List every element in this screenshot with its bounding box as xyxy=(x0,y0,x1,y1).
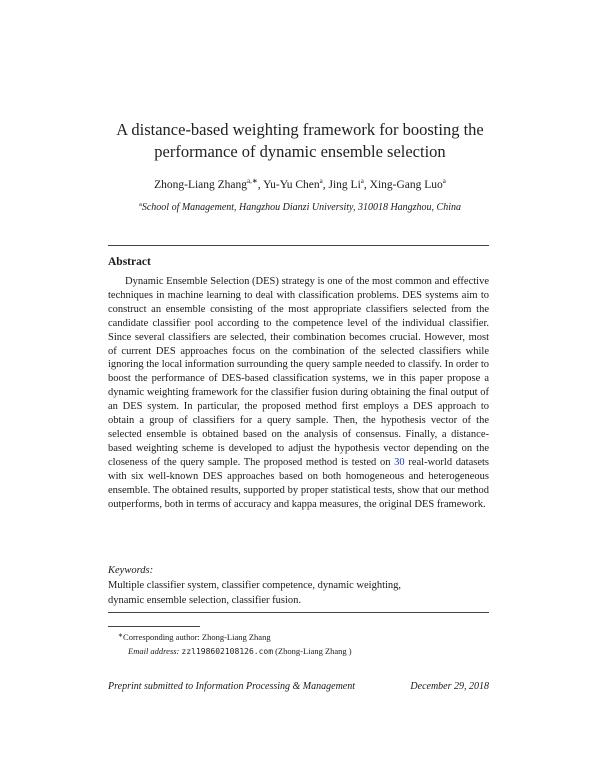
affiliation-text: School of Management, Hangzhou Dianzi University, 310018 Hangzhou, China xyxy=(141,202,462,213)
affiliation xyxy=(60,201,540,213)
title-line-2: performance of dynamic ensemble selection xyxy=(154,142,446,161)
footnote xyxy=(118,629,352,659)
keywords-list xyxy=(108,579,489,608)
abstract-bottom-rule xyxy=(108,612,489,613)
author-name: Yu-Yu Chen xyxy=(263,179,320,191)
author-mark: a xyxy=(360,177,364,185)
keywords-label: Keywords: xyxy=(108,565,154,576)
submission-date: December 29, 2018 xyxy=(410,681,489,692)
author-name: Jing Li xyxy=(328,179,361,191)
footnote-mark: ∗ xyxy=(118,633,124,639)
abstract-text xyxy=(108,275,489,511)
author-list: Zhong-Liang Zhang$^{a,∗}$, Yu-Yu Chen$^a$, Jing Li$^a$, Xing-Gang Luo$^a$ xyxy=(154,177,446,191)
email-label: Email address: xyxy=(128,646,180,656)
abstract-part-2: real-world datasets with six well-known DES approaches based on both homogeneous and heterogeneous ensemble. The obtained results, supported by proper statistical tests, show that our method outperforms, both in terms of accuracy and kappa measures, the original DES framework. xyxy=(108,456,490,510)
dataset-count-link[interactable]: 30 xyxy=(394,456,405,468)
author-name: Zhong-Liang Zhang xyxy=(154,179,248,191)
author-mark: a,∗ xyxy=(247,177,258,185)
author-name: Xing-Gang Luo xyxy=(369,179,443,191)
footnote-rule xyxy=(108,626,200,627)
abstract-heading: Abstract xyxy=(108,256,151,268)
keywords-line-2: dynamic ensemble selection, classifier fusion. xyxy=(108,594,302,606)
author-mark: a xyxy=(319,177,323,185)
title-line-1: A distance-based weighting framework for boosting the xyxy=(116,120,484,139)
affiliation-mark: a xyxy=(138,201,142,208)
author-mark: a xyxy=(442,177,446,185)
email-address[interactable]: zzl198602108126.com xyxy=(181,647,274,656)
keywords-line-1: Multiple classifier system, classifier competence, dynamic weighting, xyxy=(108,580,402,591)
preprint-note: Preprint submitted to Information Processing & Management xyxy=(108,681,356,692)
corresponding-author: Corresponding author: Zhong-Liang Zhang xyxy=(123,632,271,642)
abstract-top-rule xyxy=(108,245,489,246)
abstract-part-1: Dynamic Ensemble Selection (DES) strategy is one of the most common and effective techniques in machine learning to deal with classification problems. DES systems aim to construct an ensemble consisting of the most appropriate classifiers selected from the candidate classifier pool according to the competence level of the individual classifier. Since several classifiers are selected, their combination becomes crucial. However, most of current DES approaches focus on the combination of the selected classifiers while ignoring the local information surrounding the query sample needed to classify. In order to boost the performance of DES-based classification systems, we in this paper propose a dynamic weighting framework for the classifier fusion during obtaining the final output of an DES system. In particular, the proposed method first employs a DES approach to obtain a group of classifiers for a query sample. Then, the hypothesis vector of the selected ensemble is obtained based on the analysis of consensus. Finally, a distance-based weighting scheme is developed to adjust the hypothesis vector depending on the closeness of the query sample. The proposed method is tested on xyxy=(108,276,489,468)
paper-title xyxy=(100,119,500,163)
email-owner: (Zhong-Liang Zhang ) xyxy=(275,646,352,656)
